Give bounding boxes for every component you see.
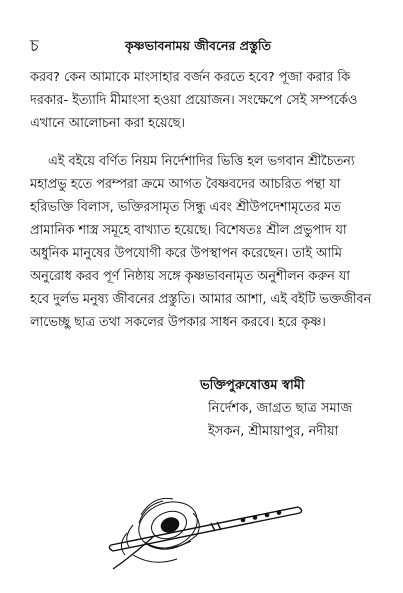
paragraph: [30, 150, 376, 334]
running-header: কৃষ্ণভাবনাময় জীবনের প্রস্তুতি: [125, 38, 271, 53]
text-line: হরিভক্তি বিলাস, ভক্তিরসামৃত সিন্ধু এবং শ্রীউপদেশামৃতের মত: [30, 200, 341, 215]
text-line: প্রামানিক শাস্ত্র সমূহে বাখ্যাত হয়েছে। বিশেষতঃ শ্রীল প্রভুপাদ যা: [30, 223, 347, 238]
text-line: এই বইয়ে বর্ণিত নিয়ম নির্দেশাদির ভিত্তি হল ভগবান শ্রীচৈতন্য: [48, 154, 355, 169]
text-line: করব? কেন আমাকে মাংসাহার বর্জন করতে হবে? পূজা করার কি: [30, 70, 351, 85]
text-line: মহাপ্রভু হতে পরম্পরা ক্রমে আগত বৈষ্ণবদের আচরিত পন্থা যা: [30, 177, 341, 192]
paragraph: [30, 66, 376, 135]
signatory-location: ইসকন, শ্রীমায়াপুর, নদীয়া: [208, 424, 339, 439]
page-number: চ: [30, 36, 39, 55]
text-line: দরকার- ইত্যাদি মীমাংসা হওয়া প্রয়োজন। সংক্ষেপে সেই সম্পর্কেও: [30, 93, 358, 108]
signatory-name: ভক্তিপুরুষোত্তম স্বামী: [200, 378, 305, 393]
text-line: এখানে আলোচনা করা হয়েছে।: [30, 116, 185, 131]
text-line: অনুরোধ করব পূর্ণ নিষ্ঠায় সঙ্গে কৃষ্ণভাবনামৃত অনুশীলন করুন যা: [30, 269, 350, 284]
signature-block: [200, 374, 390, 443]
body-text: [30, 66, 376, 334]
text-line: লাভেচ্ছু ছাত্র তথা সকলের উপকার সাধন করবে। হরে কৃষ্ণ।: [30, 315, 326, 330]
signatory-title: নির্দেশক, জাগ্রত ছাত্র সমাজ: [208, 401, 353, 416]
text-line: হবে দুর্লভ মনুষ্য জীবনের প্রস্তুতি। আমার আশা, এই বইটি ভক্তজীবন: [30, 292, 372, 307]
flute-peacock-feather-icon: [93, 485, 313, 575]
text-line: অধুনিক মানুষের উপযোগী করে উপস্থাপন করেছেন। তাই আমি: [30, 246, 342, 261]
